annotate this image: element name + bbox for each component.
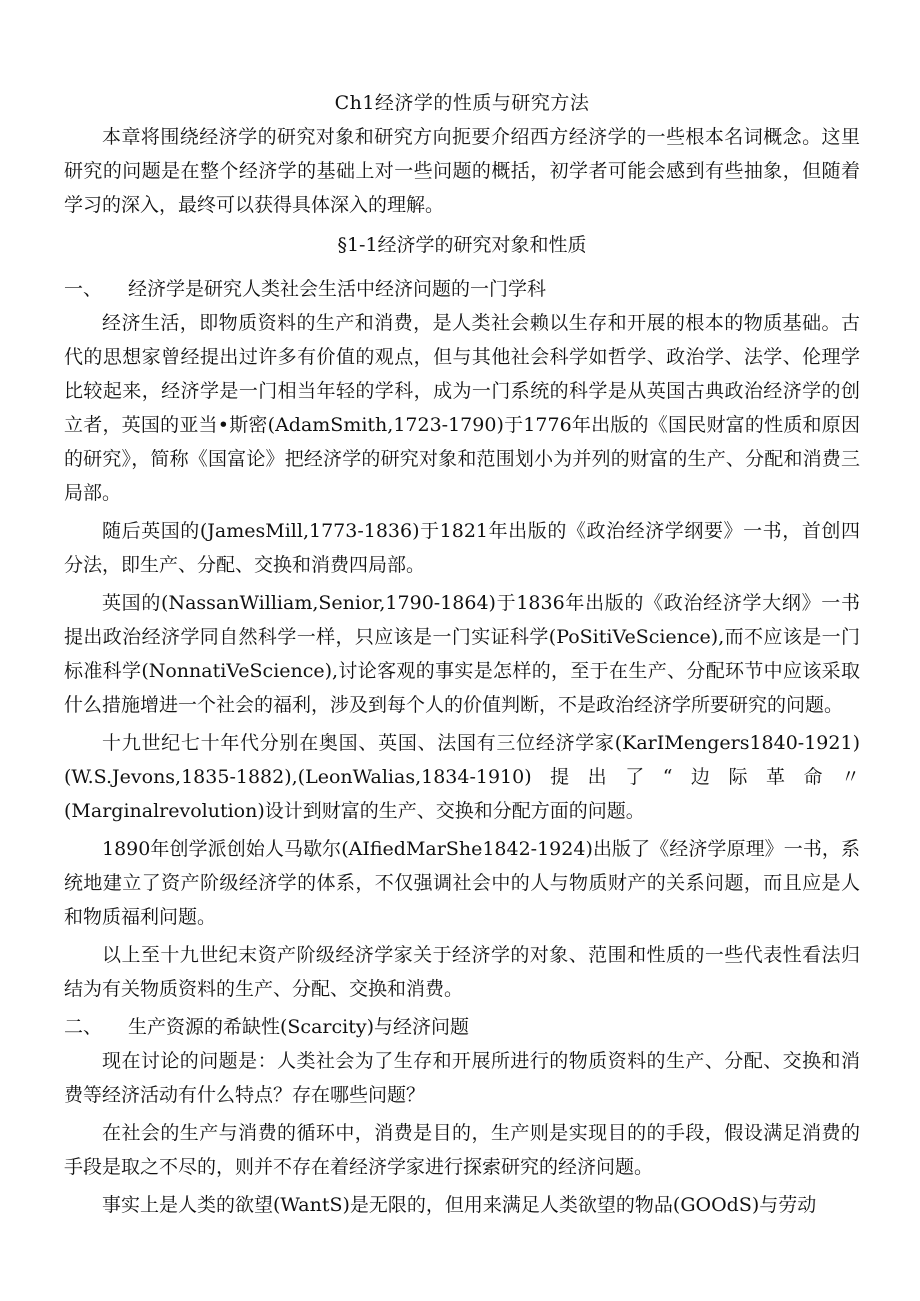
section-title: §1-1经济学的研究对象和性质 — [337, 234, 587, 256]
heading-2-number: 二、 — [64, 1016, 103, 1038]
heading-1-number: 一、 — [64, 278, 103, 300]
intro-paragraph: 本章将围绕经济学的研究对象和研究方向扼要介绍西方经济学的一些根本名词概念。这里研究的问题是在整个经济学的基础上对一些问题的概括，初学者可能会感到有些抽象，但随着学习的深入，最终可以获得具体深入的理解。 — [64, 126, 860, 216]
paragraph: 经济生活，即物质资料的生产和消费，是人类社会赖以生存和开展的根本的物质基础。古代的思想家曾经提出过许多有价值的观点，但与其他社会科学如哲学、政治学、法学、伦理学比较起来，经济学是一门相当年轻的学科，成为一门系统的科学是从英国古典政治经济学的创立者，英国的亚当•斯密(AdamSmith,1723-1790)于1776年出版的《国民财富的性质和原因的研究》，简称《国富论》把经济学的研究对象和范围划小为并列的财富的生产、分配和消费三局部。 — [64, 312, 860, 504]
chapter-title: Ch1经济学的性质与研究方法 — [334, 92, 590, 114]
document-page — [64, 86, 860, 1226]
paragraph: 1890年创学派创始人马歇尔(AIfiedMarShe1842-1924)出版了《经济学原理》一书，系统地建立了资产阶级经济学的体系，不仅强调社会中的人与物质财产的关系问题，而且应是人和物质福利问题。 — [64, 838, 860, 928]
paragraph: 随后英国的(JamesMill,1773-1836)于1821年出版的《政治经济学纲要》一书，首创四分法，即生产、分配、交换和消费四局部。 — [64, 520, 860, 576]
heading-1-text: 经济学是研究人类社会生活中经济问题的一门学科 — [128, 278, 547, 300]
paragraph: 现在讨论的问题是：人类社会为了生存和开展所进行的物质资料的生产、分配、交换和消费等经济活动有什么特点？存在哪些问题？ — [64, 1050, 860, 1106]
paragraph: 以上至十九世纪末资产阶级经济学家关于经济学的对象、范围和性质的一些代表性看法归结为有关物质资料的生产、分配、交换和消费。 — [64, 944, 860, 1000]
heading-2 — [64, 1010, 860, 1044]
paragraph: 在社会的生产与消费的循环中，消费是目的，生产则是实现目的的手段，假设满足消费的手段是取之不尽的，则并不存在着经济学家进行探索研究的经济问题。 — [64, 1122, 860, 1178]
paragraph: 事实上是人类的欲望(WantS)是无限的，但用来满足人类欲望的物品(GOOdS)与劳动 — [102, 1194, 817, 1216]
paragraph: 英国的(NassanWilliam,Senior,1790-1864)于1836年出版的《政治经济学大纲》一书提出政治经济学同自然科学一样，只应该是一门实证科学(PoSitiVeScience),而不应该是一门标准科学(NonnatiVeScience),讨论客观的事实是怎样的，至于在生产、分配环节中应该采取什么措施增进一个社会的福利，涉及到每个人的价值判断，不是政治经济学所要研究的问题。 — [64, 592, 860, 716]
heading-1 — [64, 272, 860, 306]
heading-2-text: 生产资源的希缺性(Scarcity)与经济问题 — [128, 1016, 469, 1038]
paragraph: 十九世纪七十年代分别在奥国、英国、法国有三位经济学家(KarIMengers1840-1921)(W.S.Jevons,1835-1882),(LeonWalias,1834-1910)提出了“边际革命〃(Marginalrevolution)设计到财富的生产、交换和分配方面的问题。 — [64, 732, 860, 822]
